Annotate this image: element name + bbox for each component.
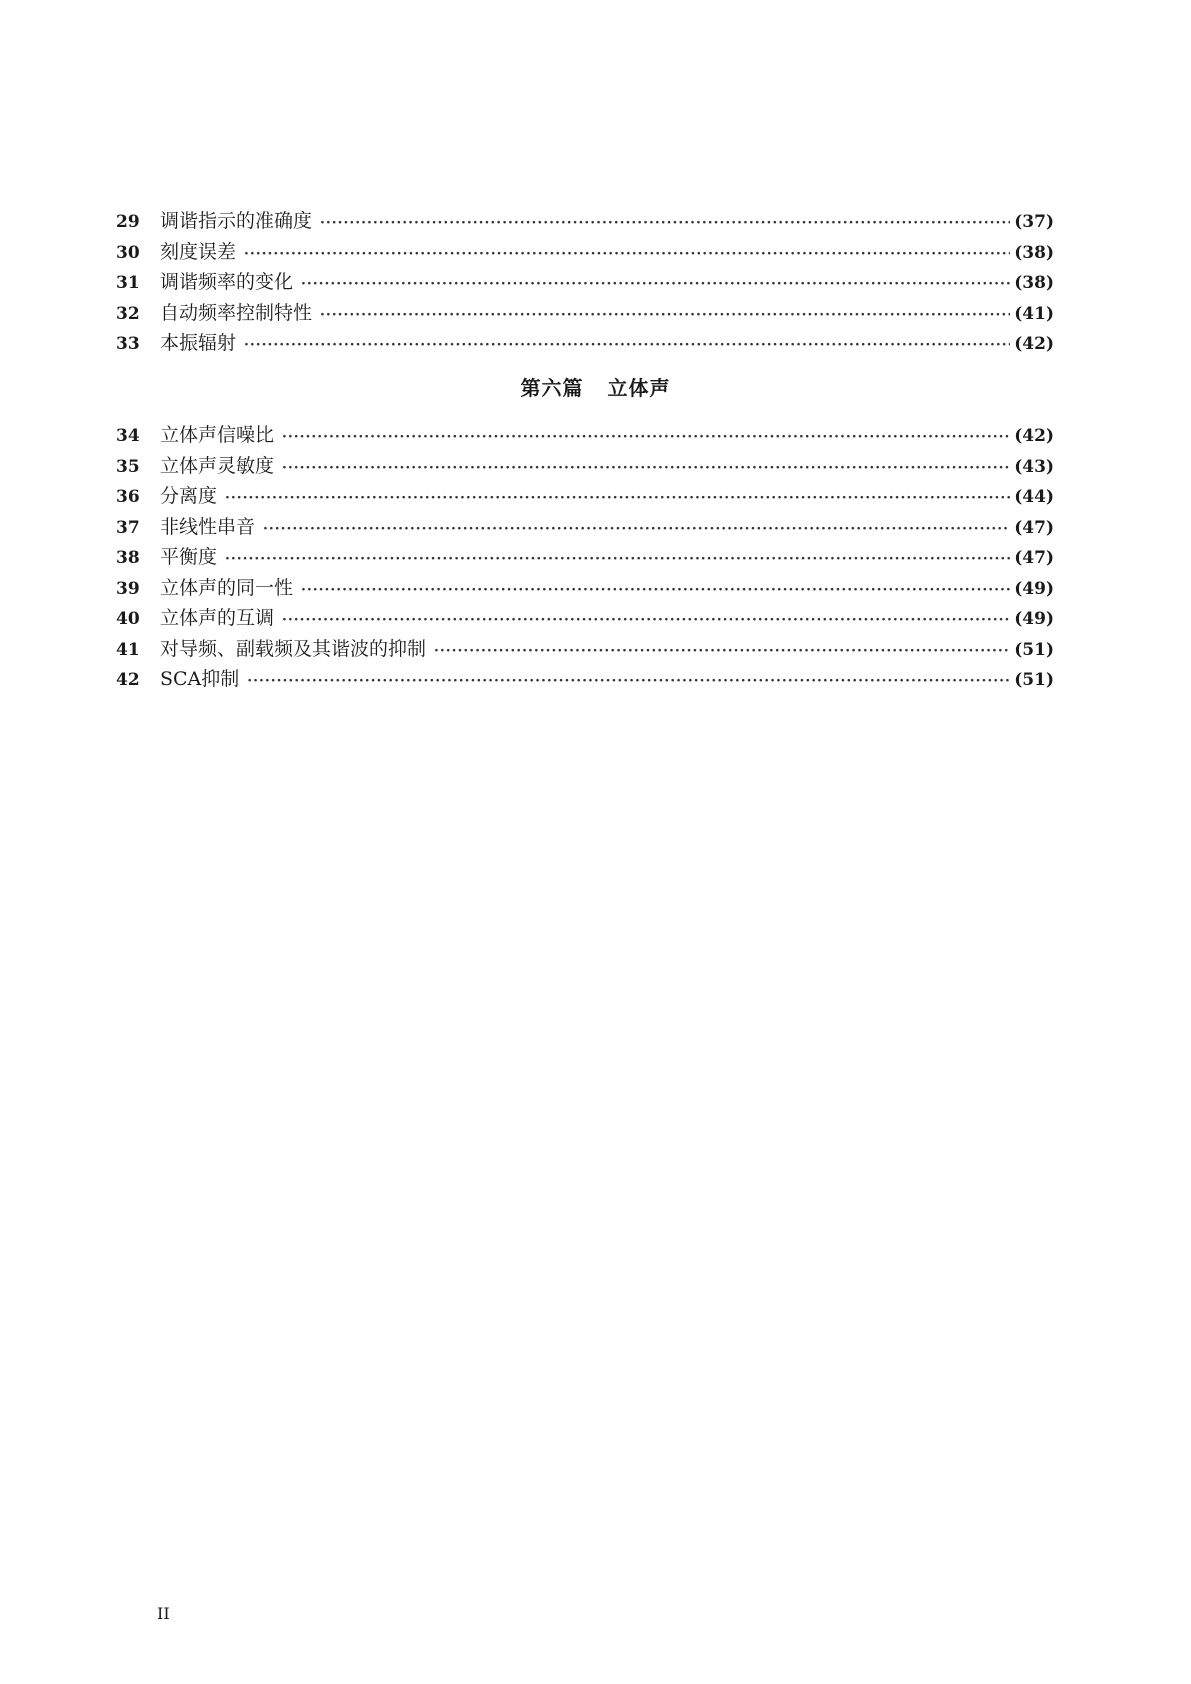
toc-entry-number: 41 bbox=[116, 639, 140, 660]
toc-entry bbox=[116, 573, 1054, 604]
toc-entry bbox=[116, 420, 1054, 451]
toc-entry-title: 非线性串音 bbox=[160, 515, 256, 538]
toc-entry-number: 34 bbox=[116, 426, 140, 446]
toc-entry-page: (42) bbox=[1014, 426, 1054, 446]
toc-dot-leader bbox=[282, 453, 1010, 484]
toc-entry-title: 立体声信噪比 bbox=[160, 424, 275, 446]
toc-entry-title: 立体声的同一性 bbox=[160, 576, 294, 599]
toc-entry-page: (38) bbox=[1014, 242, 1054, 263]
toc-entry-title: 立体声的互调 bbox=[160, 607, 275, 629]
toc-dot-leader bbox=[282, 422, 1010, 453]
toc-entry-title: 分离度 bbox=[160, 485, 218, 507]
toc-dot-leader bbox=[244, 239, 1010, 270]
toc-entry-number: 32 bbox=[116, 303, 140, 324]
toc-entry bbox=[116, 664, 1054, 695]
toc-entry-title: SCA抑制 bbox=[160, 668, 240, 690]
toc-dot-leader bbox=[263, 514, 1010, 545]
toc-entry-page: (38) bbox=[1014, 273, 1054, 293]
toc-entry bbox=[116, 603, 1054, 634]
toc-entry bbox=[116, 451, 1054, 482]
toc-dot-leader bbox=[244, 330, 1010, 361]
toc-entry-title: 自动频率控制特性 bbox=[160, 301, 313, 324]
toc-entry-title: 刻度误差 bbox=[160, 240, 237, 263]
toc-dot-leader bbox=[301, 575, 1010, 606]
toc-entry bbox=[116, 328, 1054, 359]
toc-entry-page: (49) bbox=[1014, 578, 1054, 599]
toc-entry-number: 36 bbox=[116, 487, 140, 507]
toc-entry-page: (41) bbox=[1014, 303, 1054, 324]
toc-entry-page: (47) bbox=[1014, 548, 1054, 568]
toc-list-part-2 bbox=[116, 420, 1054, 695]
section-title: 立体声 bbox=[607, 376, 671, 400]
toc-dot-leader bbox=[225, 544, 1010, 575]
toc-dot-leader bbox=[320, 300, 1010, 331]
toc-entry bbox=[116, 298, 1054, 329]
toc-entry-number: 30 bbox=[116, 242, 140, 263]
toc-entry-number: 37 bbox=[116, 517, 140, 538]
section-heading bbox=[0, 372, 1191, 401]
toc-entry-number: 40 bbox=[116, 609, 140, 629]
toc-entry bbox=[116, 267, 1054, 298]
toc-entry bbox=[116, 237, 1054, 268]
toc-entry-number: 42 bbox=[116, 670, 140, 690]
toc-entry-title: 调谐指示的准确度 bbox=[160, 210, 313, 232]
toc-entry bbox=[116, 206, 1054, 237]
toc-entry-number: 29 bbox=[116, 212, 140, 232]
section-part-label: 第六篇 bbox=[520, 376, 584, 400]
toc-entry-page: (49) bbox=[1014, 609, 1054, 629]
toc-entry-page: (51) bbox=[1014, 639, 1054, 660]
toc-entry-number: 38 bbox=[116, 548, 140, 568]
toc-entry-number: 35 bbox=[116, 456, 140, 477]
toc-dot-leader bbox=[225, 483, 1010, 514]
toc-list-part-1 bbox=[116, 206, 1054, 359]
toc-entry-page: (51) bbox=[1014, 670, 1054, 690]
toc-entry-title: 调谐频率的变化 bbox=[160, 271, 294, 293]
toc-dot-leader bbox=[282, 605, 1010, 636]
toc-entry bbox=[116, 634, 1054, 665]
toc-dot-leader bbox=[301, 269, 1010, 300]
toc-entry-page: (44) bbox=[1014, 487, 1054, 507]
toc-entry-number: 31 bbox=[116, 273, 140, 293]
toc-entry bbox=[116, 512, 1054, 543]
toc-entry-title: 立体声灵敏度 bbox=[160, 454, 275, 477]
toc-entry-number: 33 bbox=[116, 334, 140, 354]
toc-entry-title: 平衡度 bbox=[160, 546, 218, 568]
page-number: II bbox=[157, 1604, 170, 1623]
toc-dot-leader bbox=[320, 208, 1010, 239]
toc-dot-leader bbox=[434, 636, 1010, 667]
toc-entry-title: 本振辐射 bbox=[160, 332, 237, 354]
toc-entry-page: (47) bbox=[1014, 517, 1054, 538]
toc-dot-leader bbox=[247, 666, 1010, 697]
toc-entry-page: (37) bbox=[1014, 212, 1054, 232]
toc-entry-page: (42) bbox=[1014, 334, 1054, 354]
toc-entry bbox=[116, 481, 1054, 512]
toc-entry bbox=[116, 542, 1054, 573]
toc-entry-number: 39 bbox=[116, 578, 140, 599]
toc-entry-title: 对导频、副载频及其谐波的抑制 bbox=[160, 637, 427, 660]
toc-entry-page: (43) bbox=[1014, 456, 1054, 477]
